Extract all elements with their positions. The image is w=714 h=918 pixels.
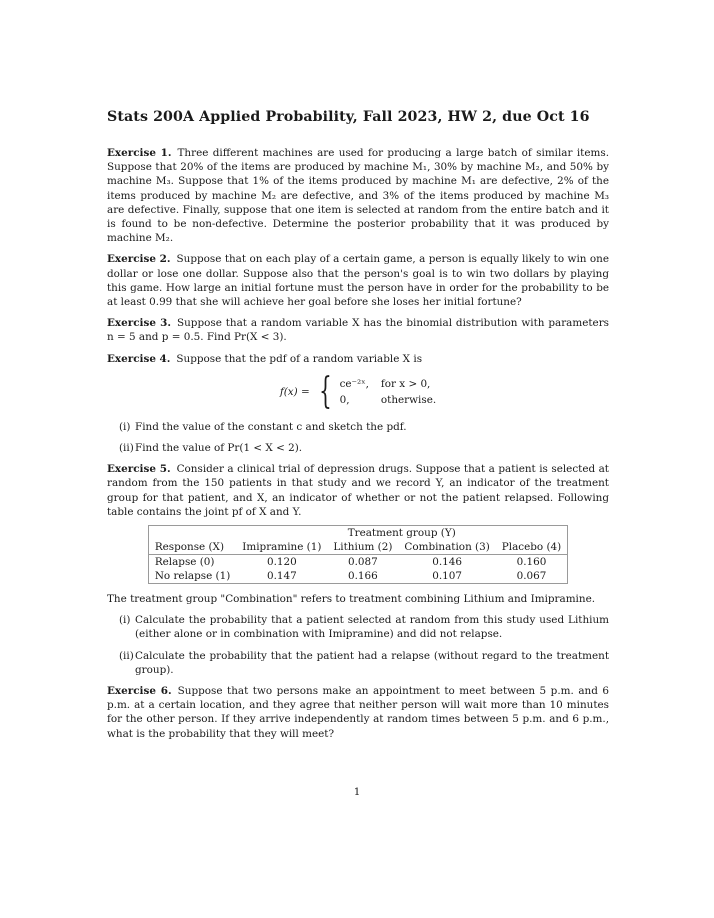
exercise-6-text: Suppose that two persons make an appointment to meet between 5 p.m. and 6 p.m. at a certain location, and they agree that neither person will wait more than 10 minutes for the other person. If they arrive independently at random times between 5 p.m. and 6 p.m., what is the probability that they will meet? bbox=[107, 685, 609, 740]
exercise-1-label: Exercise 1. bbox=[107, 147, 172, 159]
item-text: Find the value of the constant c and sketch the pdf. bbox=[135, 420, 407, 433]
table-cell: Relapse (0) bbox=[154, 556, 215, 569]
table-cell: 0.147 bbox=[266, 570, 297, 583]
item-number: (i) bbox=[119, 420, 131, 433]
formula-brace: { bbox=[318, 370, 332, 412]
exercise-4-text: Suppose that the pdf of a random variable X is bbox=[176, 352, 423, 365]
exercise-5-item-i bbox=[119, 613, 609, 641]
table-cell: 0.120 bbox=[266, 556, 297, 569]
page-number: 1 bbox=[353, 786, 361, 798]
exercise-6 bbox=[107, 684, 609, 741]
item-text: Calculate the probability that a patient selected at random from this study used Lithium (either alone or in combination with Imipramine) and did not relapse. bbox=[135, 614, 609, 641]
table-cell: 0.166 bbox=[348, 570, 378, 583]
column-header: Imipramine (1) bbox=[236, 540, 327, 555]
item-text: Calculate the probability that the patient had a relapse (without regard to the treatment group). bbox=[135, 649, 609, 676]
column-header: Combination (3) bbox=[398, 540, 495, 555]
exercise-4-label: Exercise 4. bbox=[107, 352, 171, 365]
column-header: Placebo (4) bbox=[496, 540, 568, 555]
exercise-6-label: Exercise 6. bbox=[107, 685, 172, 698]
exercise-5-note: The treatment group "Combination" refers to treatment combining Lithium and Imipramine. bbox=[107, 593, 596, 606]
table-cell: 0.107 bbox=[432, 570, 462, 583]
table-cell: 0.146 bbox=[432, 556, 462, 569]
item-number: (ii) bbox=[119, 649, 134, 662]
item-text: Find the value of Pr(1 < X < 2). bbox=[135, 442, 303, 455]
case-1-expression: ce⁻²ˣ, bbox=[339, 377, 369, 390]
exercise-2-text: Suppose that on each play of a certain game, a person is equally likely to win one dollar or lose one dollar. Suppose also that the person's goal is to win two dollars by playing this game. How large an initial fortune must the person have in order for the probability to be at least 0.99 that she will achieve her goal before she loses her initial fortune? bbox=[107, 253, 609, 309]
exercise-3 bbox=[107, 316, 609, 344]
table-cell: 0.087 bbox=[348, 556, 378, 569]
exercise-1 bbox=[107, 146, 609, 245]
exercise-3-text: Suppose that a random variable X has the binomial distribution with parameters n = 5 and p = 0.5. Find Pr(X < 3). bbox=[107, 317, 609, 344]
column-header: Lithium (2) bbox=[327, 540, 398, 555]
exercise-1-text: Three different machines are used for producing a large batch of similar items. Suppose that 20% of the items are produced by machine M₁, 30% by machine M₂, and 50% by machine M₃. Suppose that 1% of the items produced by machine M₁ are defective, 2% of the items produced by machine M₂ are defective, and 3% of the items produced by machine M₃ are defective. Finally, suppose that one item is selected at random from the entire batch and it is found to be non-defective. Determine the posterior probability that it was produced by machine M₂. bbox=[107, 147, 609, 245]
item-number: (ii) bbox=[119, 442, 134, 455]
page-title: Stats 200A Applied Probability, Fall 2023, HW 2, due Oct 16 bbox=[107, 109, 590, 125]
exercise-5 bbox=[107, 462, 609, 519]
exercise-3-label: Exercise 3. bbox=[107, 317, 171, 330]
exercise-5-text: Consider a clinical trial of depression drugs. Suppose that a patient is selected at random from the 150 patients in that study and we record Y, an indicator of the treatment group for that patient, and X, an indicator of whether or not the patient relapsed. Following table contains the joint pf of X and Y. bbox=[107, 463, 609, 518]
case-1-condition: for x > 0, bbox=[380, 377, 431, 390]
exercise-4-item-ii bbox=[119, 441, 609, 455]
exercise-5-label: Exercise 5. bbox=[107, 463, 171, 476]
table-row bbox=[148, 569, 567, 584]
exercise-2-label: Exercise 2. bbox=[107, 253, 171, 266]
item-number: (i) bbox=[119, 614, 131, 627]
column-header: Response (X) bbox=[148, 540, 236, 555]
joint-pf-table bbox=[148, 525, 568, 584]
case-2-expression: 0, bbox=[339, 393, 350, 406]
table-group-header-row bbox=[148, 526, 567, 541]
table-header-row bbox=[148, 540, 567, 555]
exercises-body bbox=[107, 146, 609, 748]
exercise-5-item-ii bbox=[119, 649, 609, 677]
formula-cases bbox=[340, 377, 437, 407]
table-cell: 0.067 bbox=[516, 570, 547, 583]
exercise-4-item-i bbox=[119, 420, 609, 434]
pdf-formula bbox=[107, 372, 609, 412]
formula-lhs: f(x) = bbox=[279, 385, 310, 398]
exercise-2 bbox=[107, 252, 609, 309]
table-group-header: Treatment group (Y) bbox=[347, 527, 456, 540]
exercise-4 bbox=[107, 352, 609, 366]
table-row bbox=[148, 555, 567, 570]
table-cell: 0.160 bbox=[516, 556, 547, 569]
table-cell: No relapse (1) bbox=[154, 570, 231, 583]
case-2-condition: otherwise. bbox=[380, 393, 437, 406]
